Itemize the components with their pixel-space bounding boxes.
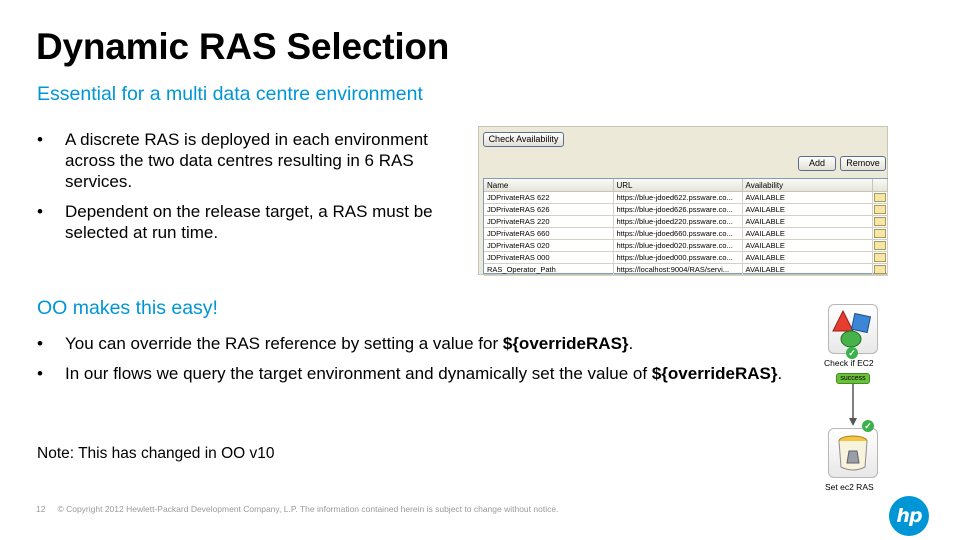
success-transition[interactable]: success (836, 373, 870, 384)
row-action-icon[interactable] (874, 229, 886, 238)
flow-step-label: Check if EC2 (824, 358, 874, 368)
note-text: Note: This has changed in OO v10 (37, 445, 275, 462)
checkmark-icon: ✓ (862, 420, 874, 432)
table-row[interactable] (484, 228, 887, 240)
row-action-icon[interactable] (874, 205, 886, 214)
flow-arrow-icon (848, 384, 858, 428)
cell-url: https://blue-jdoed626.pssware.co... (613, 204, 742, 216)
cell-availability: AVAILABLE (742, 228, 872, 240)
hp-logo: hp (889, 496, 929, 536)
cell-name: JDPrivateRAS 622 (484, 192, 613, 204)
table-row[interactable] (484, 192, 887, 204)
row-action-icon[interactable] (874, 241, 886, 250)
cell-availability: AVAILABLE (742, 192, 872, 204)
ras-availability-panel (478, 126, 888, 275)
table-row[interactable] (484, 240, 887, 252)
check-availability-button[interactable]: Check Availability (483, 132, 564, 147)
cell-name: JDPrivateRAS 660 (484, 228, 613, 240)
copyright-text: © Copyright 2012 Hewlett-Packard Development Company, L.P. The information contained herein is subject to change without notice. (57, 504, 559, 514)
cell-url: https://blue-jdoed020.pssware.co... (613, 240, 742, 252)
cell-name: RAS_Operator_Path (484, 264, 613, 276)
column-header-availability[interactable]: Availability (742, 179, 872, 192)
oo-heading: OO makes this easy! (37, 297, 218, 319)
cell-url: https://localhost:9004/RAS/servi... (613, 264, 742, 276)
table-row[interactable] (484, 252, 887, 264)
add-button[interactable]: Add (798, 156, 836, 171)
cell-availability: AVAILABLE (742, 240, 872, 252)
cell-name: JDPrivateRAS 020 (484, 240, 613, 252)
row-action-icon[interactable] (874, 193, 886, 202)
row-action-icon[interactable] (874, 253, 886, 262)
bullet-text: . (628, 334, 634, 353)
cell-url: https://blue-jdoed622.pssware.co... (613, 192, 742, 204)
cell-availability: AVAILABLE (742, 216, 872, 228)
column-header-url[interactable]: URL (613, 179, 742, 192)
footer (36, 504, 558, 514)
cell-url: https://blue-jdoed000.pssware.co... (613, 252, 742, 264)
table-header-row (484, 179, 887, 192)
cell-url: https://blue-jdoed660.pssware.co... (613, 228, 742, 240)
decision-shapes-icon (829, 305, 877, 353)
bottom-bullet-list (37, 333, 797, 393)
flow-step-set-ec2-ras[interactable] (828, 428, 878, 478)
top-bullet-list (37, 129, 467, 252)
bullet-text: . (777, 364, 783, 383)
flow-step-label: Set ec2 RAS (825, 482, 874, 492)
cell-name: JDPrivateRAS 000 (484, 252, 613, 264)
checkmark-icon: ✓ (846, 347, 858, 359)
cell-availability: AVAILABLE (742, 264, 872, 276)
row-action-icon[interactable] (874, 265, 886, 274)
bullet-item: • A discrete RAS is deployed in each environment across the two data centres resulting in 6 RAS services. (37, 129, 467, 192)
table-row[interactable] (484, 204, 887, 216)
cell-url: https://blue-jdoed220.pssware.co... (613, 216, 742, 228)
scripting-jar-icon (829, 429, 877, 477)
bullet-item (37, 333, 797, 354)
page-number: 12 (36, 504, 46, 514)
bullet-item (37, 363, 797, 384)
flow-diagram (818, 300, 888, 495)
cell-availability: AVAILABLE (742, 252, 872, 264)
column-header-name[interactable]: Name (484, 179, 613, 192)
column-header-blank (872, 179, 887, 192)
bullet-text: You can override the RAS reference by setting a value for (65, 334, 503, 353)
slide-subtitle: Essential for a multi data centre environment (37, 83, 423, 105)
remove-button[interactable]: Remove (840, 156, 886, 171)
row-action-icon[interactable] (874, 217, 886, 226)
cell-availability: AVAILABLE (742, 204, 872, 216)
ras-table (483, 178, 888, 274)
variable-name: ${overrideRAS} (502, 334, 629, 353)
variable-name: ${overrideRAS} (651, 364, 778, 383)
bullet-item: • Dependent on the release target, a RAS must be selected at run time. (37, 201, 467, 243)
cell-name: JDPrivateRAS 626 (484, 204, 613, 216)
table-row[interactable] (484, 264, 887, 276)
slide-title: Dynamic RAS Selection (36, 26, 450, 67)
bullet-text: In our flows we query the target environment and dynamically set the value of (65, 364, 652, 383)
cell-name: JDPrivateRAS 220 (484, 216, 613, 228)
table-row[interactable] (484, 216, 887, 228)
